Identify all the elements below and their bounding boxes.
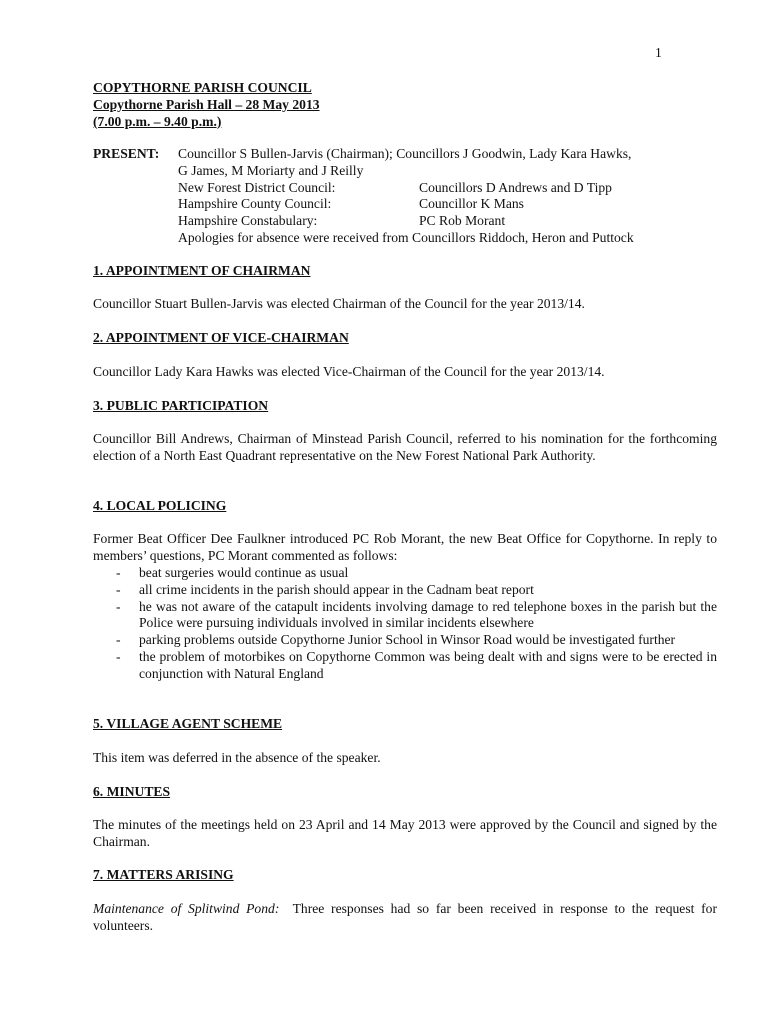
attending-body: Hampshire County Council: (178, 196, 332, 212)
section-heading: 4. LOCAL POLICING (93, 498, 227, 513)
list-item (93, 599, 717, 633)
list-item-text: parking problems outside Copythorne Junior School in Winsor Road would be investigated further (139, 632, 676, 648)
bullet-marker: - (116, 632, 121, 648)
bullet-marker: - (116, 648, 121, 664)
item-text: Three responses had so far been received in response to the request for volunteers. (93, 901, 717, 933)
attendance-row (178, 196, 723, 213)
section-heading: 1. APPOINTMENT OF CHAIRMAN (93, 263, 311, 278)
list-item-text: all crime incidents in the parish should appear in the Cadnam beat report (139, 581, 534, 597)
section-text: Councillor Stuart Bullen-Jarvis was elected Chairman of the Council for the year 2013/14. (93, 296, 585, 311)
list-item (93, 565, 717, 582)
list-item (93, 582, 717, 599)
present-label: PRESENT: (93, 146, 160, 161)
meeting-venue-date: Copythorne Parish Hall – 28 May 2013 (93, 96, 320, 112)
attendance-row (178, 213, 723, 230)
bullet-marker: - (116, 598, 121, 614)
list-item-text: beat surgeries would continue as usual (139, 565, 349, 580)
attendance-line: G James, M Moriarty and J Reilly (178, 162, 364, 178)
bullet-marker: - (116, 565, 121, 580)
list-item (93, 632, 717, 649)
section-text: Former Beat Officer Dee Faulkner introduced PC Rob Morant, the new Beat Office for Copythorne. In reply to members’ questions, PC Morant commented as follows: (93, 531, 717, 563)
section-heading: 5. VILLAGE AGENT SCHEME (93, 716, 283, 731)
section-text (93, 901, 717, 935)
attending-body: New Forest District Council: (178, 179, 336, 195)
policing-comments-list (93, 565, 717, 683)
attending-members: Councillor K Mans (419, 196, 524, 212)
section-heading: 3. PUBLIC PARTICIPATION (93, 398, 269, 413)
attendance-row (178, 180, 723, 197)
attendance-list (178, 146, 723, 247)
attending-members: Councillors D Andrews and D Tipp (419, 179, 612, 195)
attending-members: PC Rob Morant (419, 213, 506, 229)
document-header (93, 80, 320, 130)
council-title: COPYTHORNE PARISH COUNCIL (93, 80, 312, 95)
list-item-text: the problem of motorbikes on Copythorne Common was being dealt with and signs were to be erected in conjunction with Natural England (139, 648, 717, 681)
section-text: Councillor Lady Kara Hawks was elected Vice-Chairman of the Council for the year 2013/14. (93, 364, 605, 379)
section-text: Councillor Bill Andrews, Chairman of Minstead Parish Council, referred to his nomination for the forthcoming election of a North East Quadrant representative on the New Forest National Park Authority. (93, 431, 717, 463)
bullet-marker: - (116, 581, 121, 597)
section-text: This item was deferred in the absence of the speaker. (93, 750, 381, 765)
section-heading: 7. MATTERS ARISING (93, 867, 234, 882)
meeting-time: (7.00 p.m. – 9.40 p.m.) (93, 113, 222, 129)
list-item (93, 649, 717, 683)
apologies-line: Apologies for absence were received from Councillors Riddoch, Heron and Puttock (178, 229, 634, 245)
attending-body: Hampshire Constabulary: (178, 213, 318, 229)
attendance-line: Councillor S Bullen-Jarvis (Chairman); Councillors J Goodwin, Lady Kara Hawks, (178, 146, 632, 161)
list-item-text: he was not aware of the catapult incidents involving damage to red telephone boxes in the parish but the Police were pursuing individuals involved in similar incidents elsewhere (139, 598, 717, 631)
section-text: The minutes of the meetings held on 23 April and 14 May 2013 were approved by the Council and signed by the Chairman. (93, 817, 717, 849)
page-number: 1 (655, 45, 662, 60)
section-heading: 2. APPOINTMENT OF VICE-CHAIRMAN (93, 330, 349, 345)
section-heading: 6. MINUTES (93, 784, 171, 799)
item-subject: Maintenance of Splitwind Pond: (93, 901, 280, 916)
